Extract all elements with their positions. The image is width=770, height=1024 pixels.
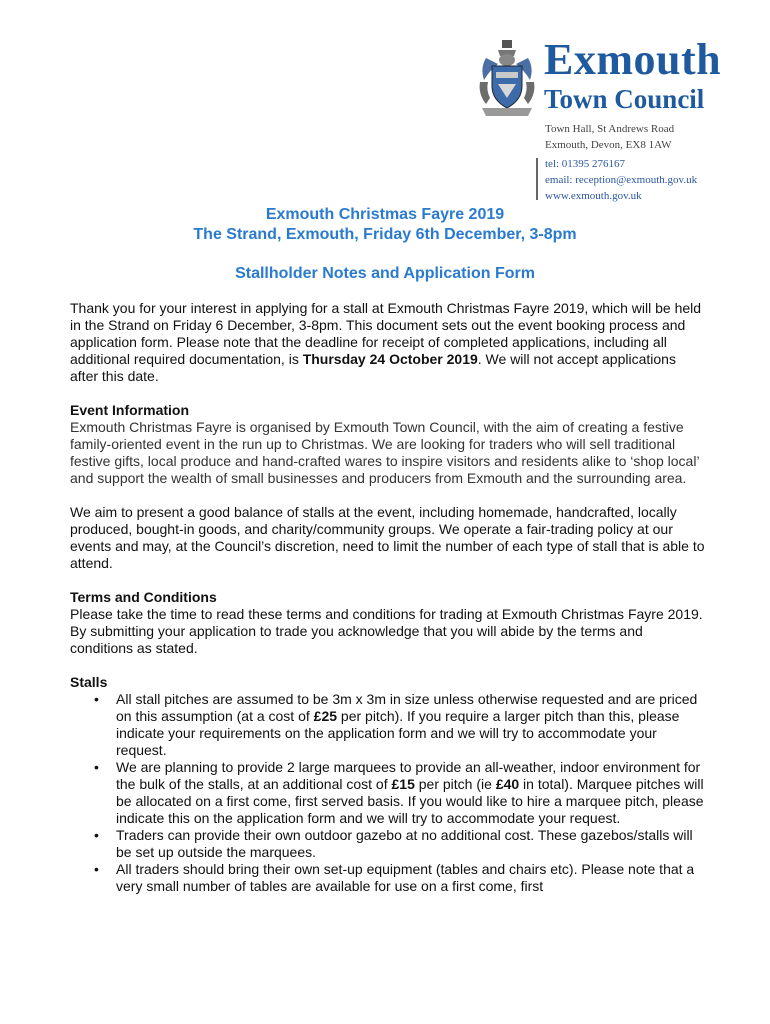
- stalls-section: [70, 674, 706, 895]
- website-link[interactable]: www.exmouth.gov.uk: [545, 190, 642, 202]
- stall-item-1-text-a: All stall pitches are assumed to be 3m x 3m in size unless otherwise requested and are priced on this assumption (at a cost of: [116, 691, 698, 724]
- contact-divider: [536, 158, 538, 200]
- stall-item-2-total: £40: [495, 776, 520, 792]
- title-line-2: The Strand, Exmouth, Friday 6th December, 3-8pm: [193, 226, 577, 243]
- stall-item-4-text: All traders should bring their own set-up equipment (tables and chairs etc). Please note that a very small number of tables are available for use on a first come, first: [116, 861, 695, 894]
- intro-deadline: Thursday 24 October 2019: [302, 351, 478, 367]
- event-info-section: [70, 402, 706, 487]
- document-title: [0, 205, 770, 245]
- contact-block: [545, 156, 697, 204]
- terms-heading: Terms and Conditions: [70, 589, 217, 605]
- terms-text: Please take the time to read these terms and conditions for trading at Exmouth Christmas Fayre 2019. By submitting your application to trade you acknowledge that you will abide by the terms and conditions as stated.: [70, 606, 703, 656]
- document-subtitle: Stallholder Notes and Application Form: [235, 265, 535, 282]
- stall-item-1-price: £25: [313, 708, 338, 724]
- intro-paragraph: [70, 300, 706, 385]
- event-info-heading: Event Information: [70, 402, 190, 418]
- logo-exmouth: Exmouth: [544, 35, 722, 84]
- event-info-paragraph-1: Exmouth Christmas Fayre is organised by Exmouth Town Council, with the aim of creating a festive family-oriented event in the run up to Christmas. We are looking for traders who will sell traditional festive gifts, local produce and hand-crafted wares to inspire visitors and residents alike to ‘shop local’ and support the wealth of small businesses and producers from Exmouth and the surrounding area.: [70, 419, 700, 486]
- email-link[interactable]: email: reception@exmouth.gov.uk: [545, 174, 698, 186]
- document-body: [70, 300, 706, 895]
- terms-section: [70, 589, 706, 657]
- event-info-paragraph-2: We aim to present a good balance of stalls at the event, including homemade, handcrafted, locally produced, bought-in goods, and charity/community groups. We operate a fair-trading policy at our events and may, at the Council’s discretion, need to limit the number of each type of stall that is able to attend.: [70, 504, 705, 571]
- title-line-1: Exmouth Christmas Fayre 2019: [265, 206, 505, 223]
- telephone: tel: 01395 276167: [545, 158, 626, 170]
- intro-text-1: Thank you for your interest in applying for a stall at Exmouth Christmas Fayre 2019, which will be held in the Strand on Friday 6 December, 3-8pm. This document sets out the event booking process and application form. Please note that the deadline for receipt of completed applications, including all additional required documentation, is: [70, 300, 702, 367]
- address-line-2: Exmouth, Devon, EX8 1AW: [545, 139, 672, 151]
- stall-item-2-price: £15: [391, 776, 415, 792]
- bullet-icon: •: [94, 691, 99, 707]
- stall-item-2-text-mid: per pitch (ie: [414, 776, 496, 792]
- stalls-list: [70, 691, 706, 895]
- address-block: [545, 121, 674, 153]
- address-line-1: Town Hall, St Andrews Road: [545, 123, 675, 135]
- stall-item-2-text-c: in total). Marquee pitches will be allocated on a first come, first served basis. If you would like to hire a marquee pitch, please indicate this on the application form and we will try to accommodate your request.: [116, 776, 704, 826]
- stalls-heading: Stalls: [70, 674, 108, 690]
- list-item: [94, 861, 706, 895]
- logo-town-council: Town Council: [544, 84, 705, 114]
- bullet-icon: •: [94, 827, 99, 843]
- list-item: [94, 827, 706, 861]
- bullet-icon: •: [94, 759, 99, 775]
- stall-item-1-text-c: per pitch). If you require a larger pitch than this, please indicate your requirements on the application form and we will try to accommodate your request.: [116, 708, 680, 758]
- bullet-icon: •: [94, 861, 99, 877]
- council-crest-icon: [476, 38, 538, 118]
- stall-item-3-text: Traders can provide their own outdoor gazebo at no additional cost. These gazebos/stalls will be set up outside the marquees.: [116, 827, 693, 860]
- list-item: [94, 759, 706, 827]
- intro-text-2: . We will not accept applications after this date.: [70, 351, 676, 384]
- stall-item-2-text-a: We are planning to provide 2 large marquees to provide an all-weather, indoor environment for the bulk of the stalls, at an additional cost of: [116, 759, 701, 792]
- list-item: [94, 691, 706, 759]
- council-logo-text: [544, 35, 722, 114]
